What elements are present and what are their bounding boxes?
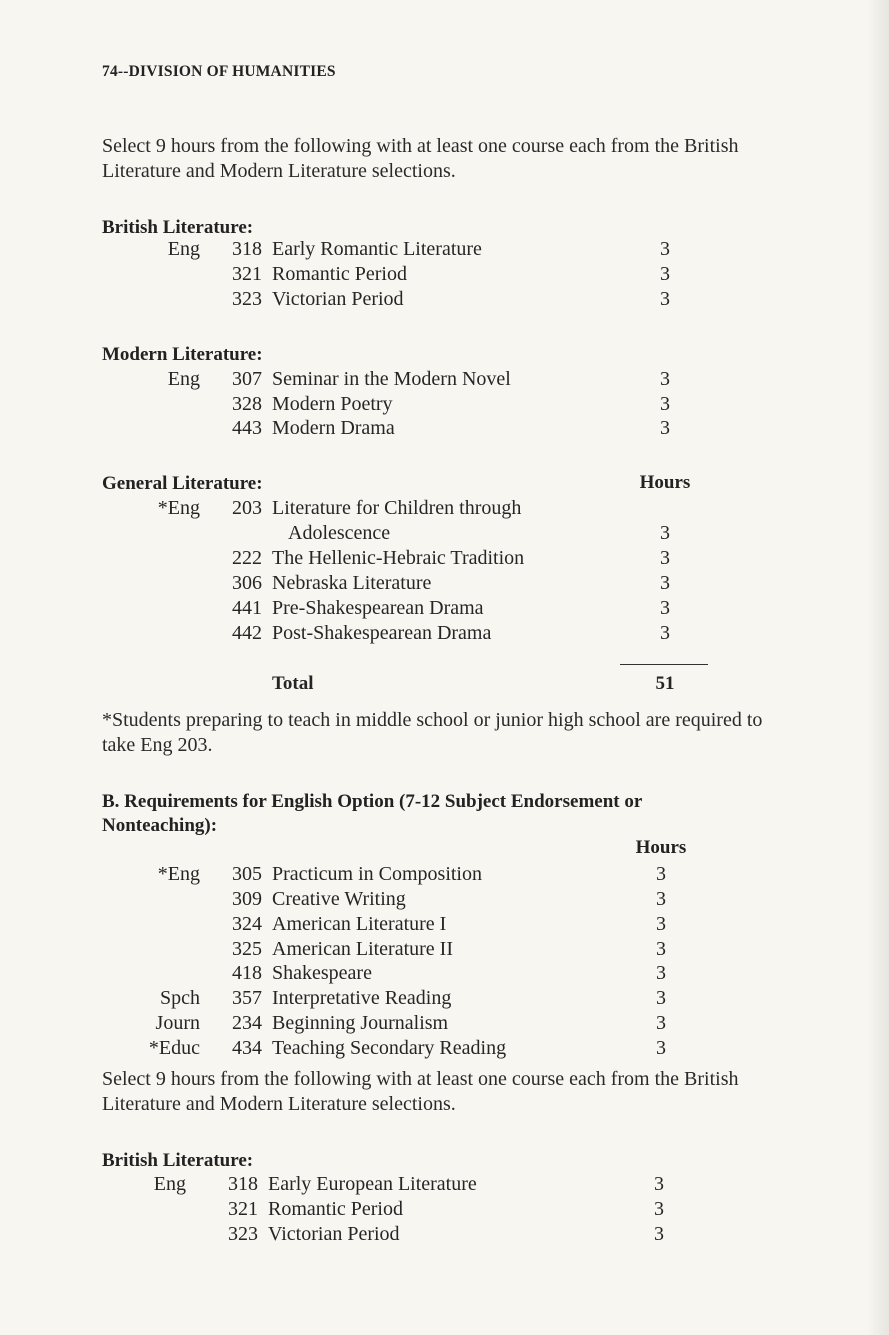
course-number: 323 bbox=[228, 1223, 258, 1245]
course-number: 222 bbox=[232, 547, 262, 569]
course-title: Early Romantic Literature bbox=[272, 238, 482, 260]
course-title: Creative Writing bbox=[272, 888, 406, 910]
intro-paragraph: Select 9 hours from the following with at least one course each from the British Literature and Modern Literature selections. bbox=[102, 135, 739, 182]
course-title: Shakespeare bbox=[272, 962, 372, 984]
course-hours: 3 bbox=[656, 1012, 666, 1034]
course-hours: 3 bbox=[660, 288, 670, 310]
course-hours: 3 bbox=[656, 888, 666, 910]
course-number: 305 bbox=[232, 863, 262, 885]
course-row bbox=[0, 937, 889, 962]
course-title: Pre-Shakespearean Drama bbox=[272, 597, 484, 619]
course-row bbox=[0, 596, 889, 621]
course-number: 203 bbox=[232, 497, 262, 519]
course-number: 234 bbox=[232, 1012, 262, 1034]
course-title: Early European Literature bbox=[268, 1173, 477, 1195]
course-dept: Spch bbox=[160, 987, 200, 1009]
course-hours: 3 bbox=[660, 417, 670, 439]
course-number: 434 bbox=[232, 1037, 262, 1059]
course-title: Victorian Period bbox=[268, 1223, 400, 1245]
course-hours: 3 bbox=[660, 522, 670, 544]
course-row bbox=[0, 521, 889, 546]
section-b-heading: B. Requirements for English Option (7-12 Subject Endorsement or Nonteaching): bbox=[102, 791, 642, 836]
course-title: Romantic Period bbox=[272, 263, 407, 285]
course-title: Modern Drama bbox=[272, 417, 395, 439]
course-row bbox=[0, 961, 889, 986]
footnote: *Students preparing to teach in middle school or junior high school are required to take Eng 203. bbox=[102, 709, 763, 756]
general-literature-heading: General Literature: bbox=[102, 473, 263, 494]
course-hours: 3 bbox=[656, 962, 666, 984]
course-hours: 3 bbox=[660, 547, 670, 569]
course-number: 443 bbox=[232, 417, 262, 439]
course-hours: 3 bbox=[660, 263, 670, 285]
course-row bbox=[0, 887, 889, 912]
total-value: 51 bbox=[655, 673, 675, 694]
course-hours: 3 bbox=[656, 987, 666, 1009]
course-hours: 3 bbox=[656, 913, 666, 935]
course-row bbox=[0, 237, 889, 262]
course-hours: 3 bbox=[660, 572, 670, 594]
course-row bbox=[0, 416, 889, 441]
page-header: 74--DIVISION OF HUMANITIES bbox=[102, 63, 336, 80]
course-row bbox=[0, 986, 889, 1011]
course-title: Literature for Children through bbox=[272, 497, 522, 519]
course-number: 357 bbox=[232, 987, 262, 1009]
course-title: Post-Shakespearean Drama bbox=[272, 622, 492, 644]
course-row bbox=[0, 1222, 889, 1247]
course-dept: *Educ bbox=[148, 1037, 200, 1059]
total-label: Total bbox=[272, 673, 314, 694]
course-row bbox=[0, 287, 889, 312]
course-row bbox=[0, 621, 889, 646]
course-title: The Hellenic-Hebraic Tradition bbox=[272, 547, 525, 569]
course-hours: 3 bbox=[660, 597, 670, 619]
course-row bbox=[0, 1197, 889, 1222]
course-row bbox=[0, 1172, 889, 1197]
course-title: Practicum in Composition bbox=[272, 863, 482, 885]
course-number: 323 bbox=[232, 288, 262, 310]
course-row bbox=[0, 392, 889, 417]
course-number: 318 bbox=[232, 238, 262, 260]
course-title: Romantic Period bbox=[268, 1198, 403, 1220]
course-hours: 3 bbox=[660, 238, 670, 260]
course-number: 306 bbox=[232, 572, 262, 594]
course-row bbox=[0, 1011, 889, 1036]
hours-column-label: Hours bbox=[639, 472, 691, 493]
course-row bbox=[0, 367, 889, 392]
course-number: 441 bbox=[232, 597, 262, 619]
course-row bbox=[0, 496, 889, 521]
course-number: 442 bbox=[232, 622, 262, 644]
course-title: Modern Poetry bbox=[272, 393, 393, 415]
course-hours: 3 bbox=[660, 368, 670, 390]
course-title: Beginning Journalism bbox=[272, 1012, 449, 1034]
hours-column-label: Hours bbox=[635, 837, 687, 858]
course-row bbox=[0, 262, 889, 287]
course-number: 418 bbox=[232, 962, 262, 984]
course-hours: 3 bbox=[654, 1223, 664, 1245]
british-literature-heading: British Literature: bbox=[102, 217, 254, 238]
course-dept: *Eng bbox=[157, 863, 200, 885]
course-hours: 3 bbox=[654, 1198, 664, 1220]
course-title: American Literature II bbox=[272, 938, 454, 960]
course-hours: 3 bbox=[656, 938, 666, 960]
course-title: Nebraska Literature bbox=[272, 572, 432, 594]
course-hours: 3 bbox=[660, 393, 670, 415]
course-number: 321 bbox=[228, 1198, 258, 1220]
course-title: Seminar in the Modern Novel bbox=[272, 368, 511, 390]
modern-literature-heading: Modern Literature: bbox=[102, 344, 263, 365]
course-row bbox=[0, 546, 889, 571]
course-dept: Eng bbox=[167, 238, 200, 260]
course-number: 307 bbox=[232, 368, 262, 390]
course-number: 328 bbox=[232, 393, 262, 415]
course-title: American Literature I bbox=[272, 913, 447, 935]
course-title: Teaching Secondary Reading bbox=[272, 1037, 507, 1059]
course-title: Adolescence bbox=[288, 522, 391, 544]
course-hours: 3 bbox=[656, 1037, 666, 1059]
course-dept: Eng bbox=[153, 1173, 186, 1195]
course-row bbox=[0, 1036, 889, 1061]
intro-paragraph-2: Select 9 hours from the following with at least one course each from the British Literature and Modern Literature selections. bbox=[102, 1068, 739, 1115]
course-row bbox=[0, 912, 889, 937]
course-hours: 3 bbox=[656, 863, 666, 885]
course-row bbox=[0, 571, 889, 596]
course-title: Interpretative Reading bbox=[272, 987, 452, 1009]
course-hours: 3 bbox=[654, 1173, 664, 1195]
course-hours: 3 bbox=[660, 622, 670, 644]
course-dept: Journ bbox=[155, 1012, 200, 1034]
course-number: 318 bbox=[228, 1173, 258, 1195]
course-number: 321 bbox=[232, 263, 262, 285]
course-dept: *Eng bbox=[157, 497, 200, 519]
course-dept: Eng bbox=[167, 368, 200, 390]
british-literature-heading-2: British Literature: bbox=[102, 1150, 254, 1171]
course-title: Victorian Period bbox=[272, 288, 404, 310]
course-row bbox=[0, 862, 889, 887]
course-number: 324 bbox=[232, 913, 262, 935]
total-rule bbox=[620, 664, 708, 665]
course-number: 309 bbox=[232, 888, 262, 910]
course-number: 325 bbox=[232, 938, 262, 960]
